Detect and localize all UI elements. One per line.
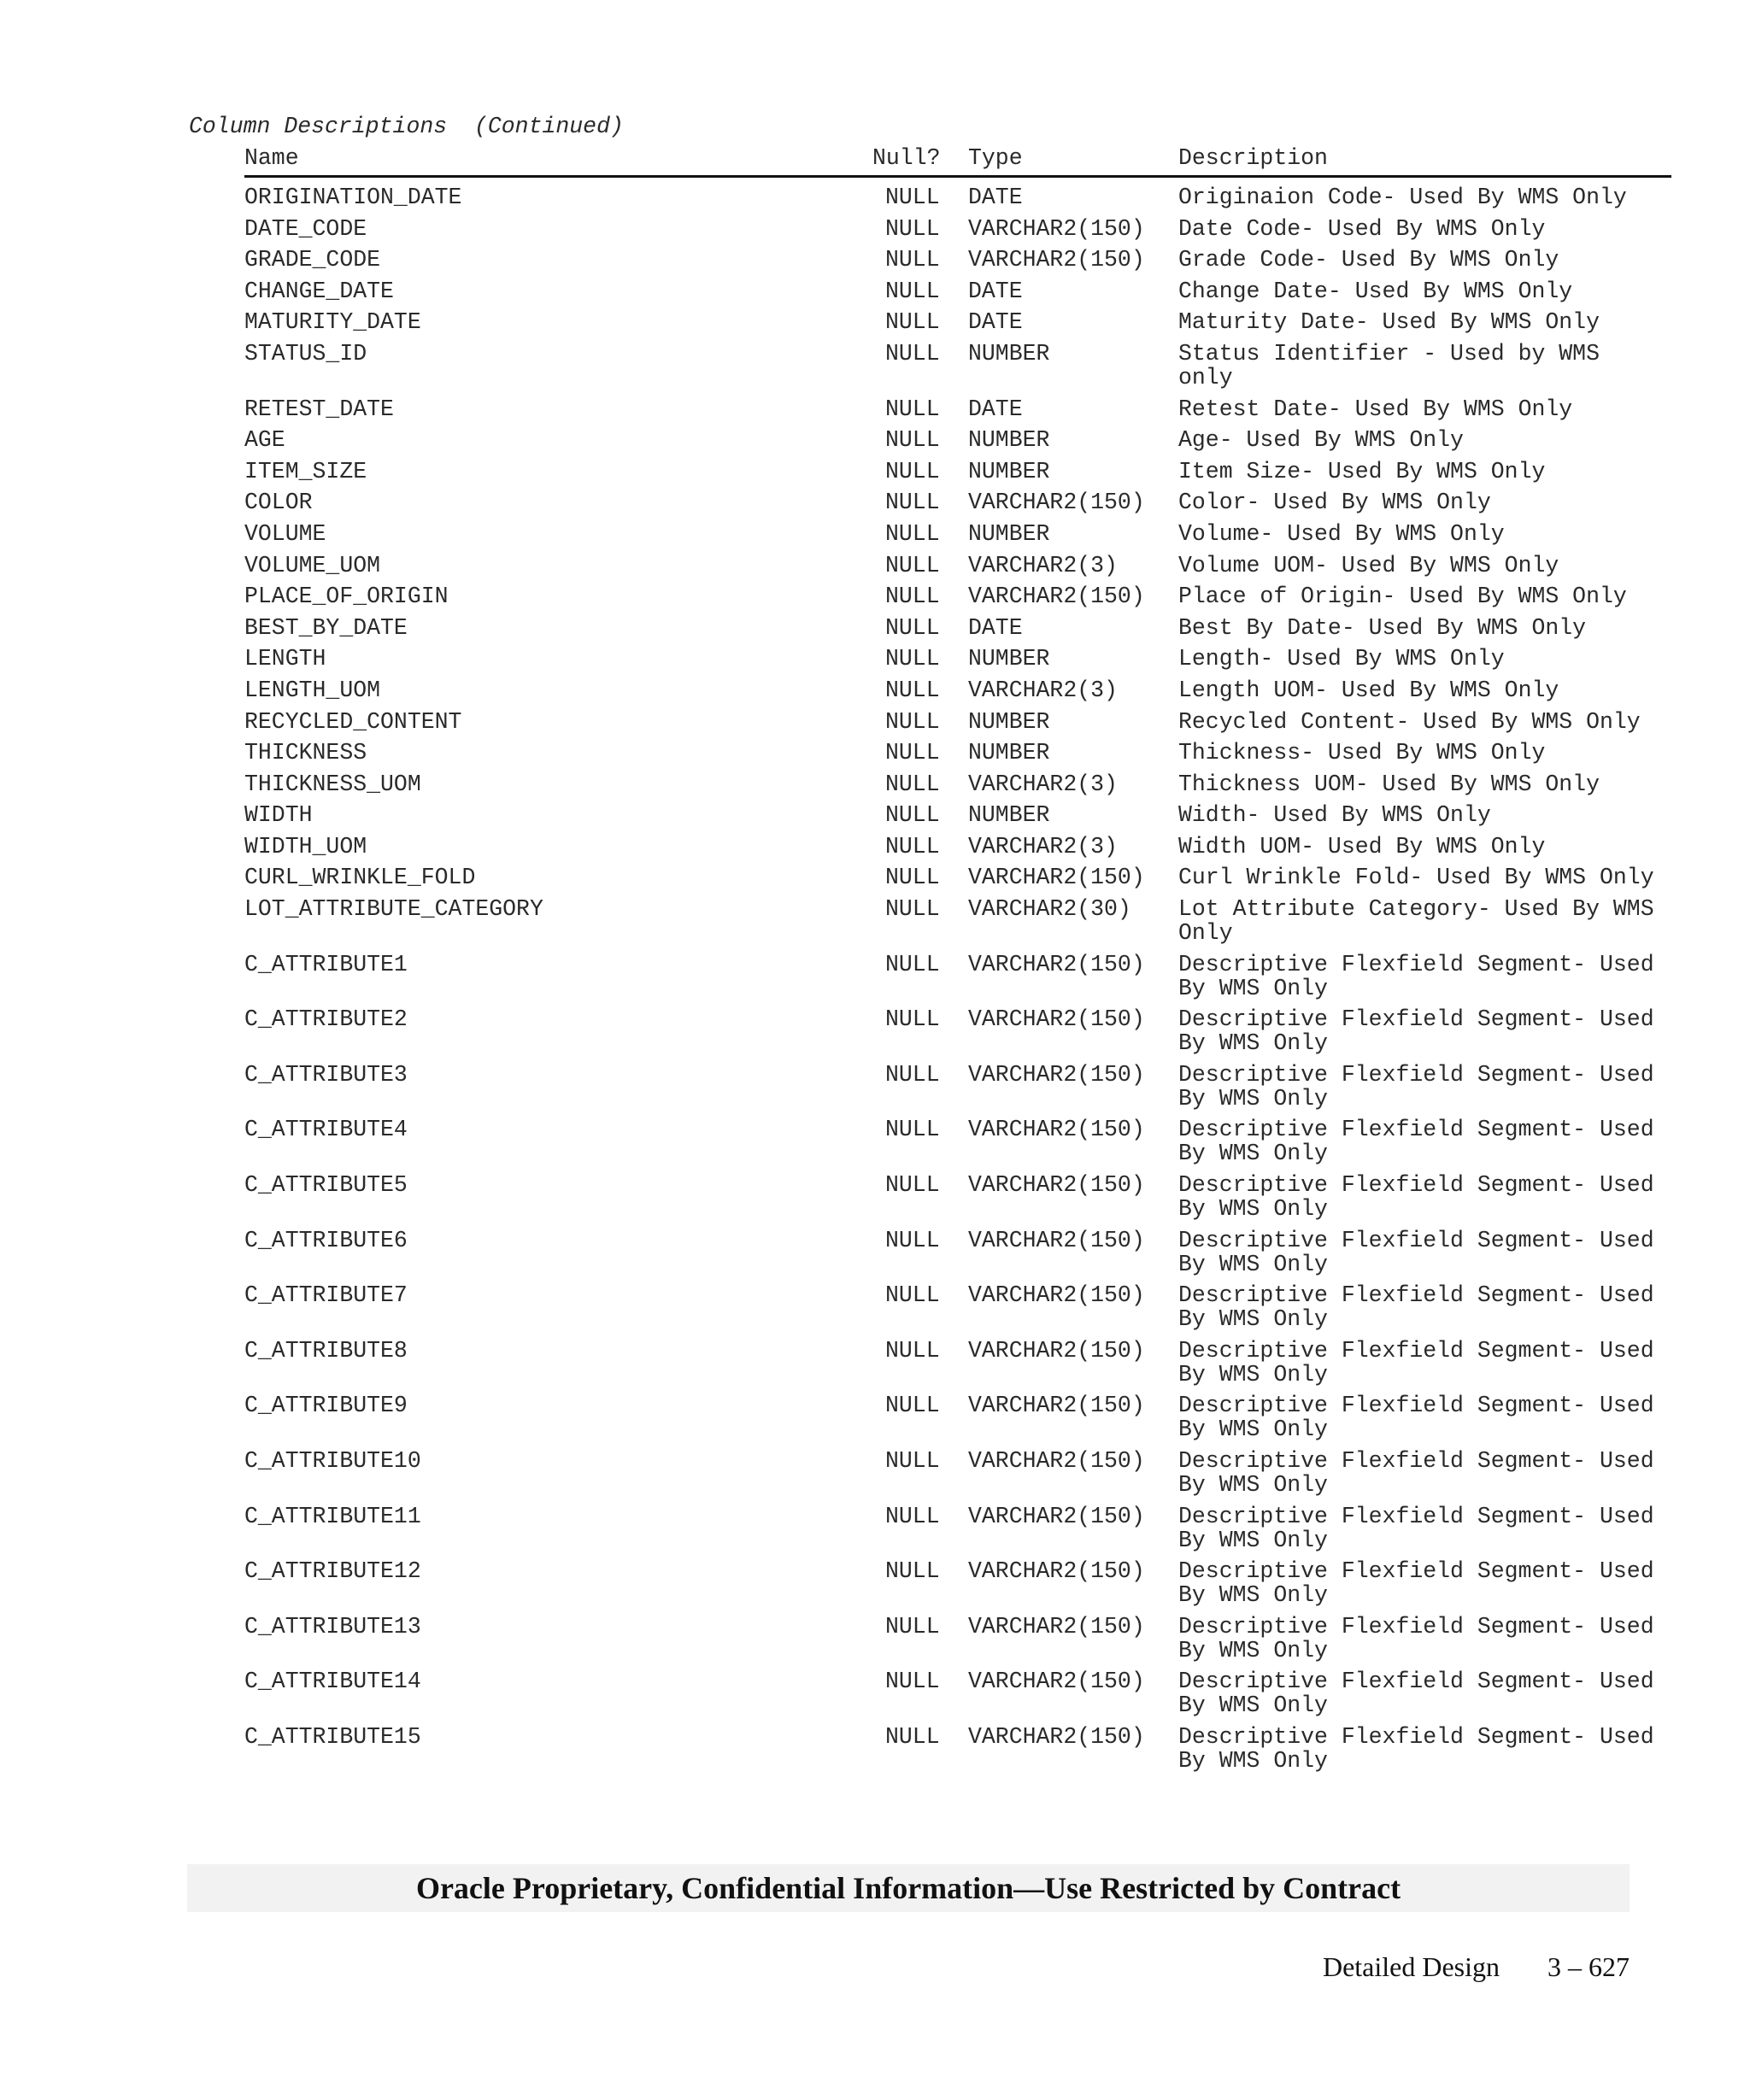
table-row — [244, 1669, 1671, 1717]
column-name-cell: GRADE_CODE — [244, 247, 381, 273]
type-cell: VARCHAR2(150) — [968, 1669, 1145, 1695]
null-cell: NULL — [885, 247, 940, 273]
table-row — [244, 522, 1671, 546]
column-name-cell: C_ATTRIBUTE8 — [244, 1337, 408, 1364]
null-cell: NULL — [885, 614, 940, 641]
column-name-cell: C_ATTRIBUTE7 — [244, 1282, 408, 1309]
column-name-cell: PLACE_OF_ORIGIN — [244, 584, 449, 610]
column-header-name: Name — [244, 145, 299, 171]
null-cell: NULL — [885, 646, 940, 672]
null-cell: NULL — [885, 708, 940, 735]
footer-section: Detailed Design — [1322, 1951, 1500, 1982]
description-cell: Lot Attribute Category- Used By WMS Only — [1178, 896, 1654, 947]
column-name-cell: CURL_WRINKLE_FOLD — [244, 865, 476, 891]
column-name-cell: C_ATTRIBUTE1 — [244, 951, 408, 977]
column-name-cell: LENGTH_UOM — [244, 677, 381, 703]
description-cell: Descriptive Flexfield Segment- Used By WMS Only — [1178, 1393, 1654, 1443]
table-row — [244, 772, 1671, 796]
column-name-cell: C_ATTRIBUTE11 — [244, 1503, 421, 1529]
table-row — [244, 490, 1671, 514]
null-cell: NULL — [885, 396, 940, 422]
table-row — [244, 647, 1671, 671]
type-cell: VARCHAR2(150) — [968, 215, 1145, 242]
table-row — [244, 1559, 1671, 1607]
table-row — [244, 897, 1671, 945]
table-row — [244, 279, 1671, 303]
type-cell: VARCHAR2(150) — [968, 1337, 1145, 1364]
column-name-cell: LOT_ATTRIBUTE_CATEGORY — [244, 896, 543, 923]
column-name-cell: WIDTH — [244, 802, 313, 829]
type-cell: NUMBER — [968, 458, 1050, 484]
type-cell: VARCHAR2(150) — [968, 1613, 1145, 1640]
description-cell: Descriptive Flexfield Segment- Used By WMS Only — [1178, 1061, 1654, 1112]
column-name-cell: COLOR — [244, 490, 313, 516]
column-name-cell: RETEST_DATE — [244, 396, 394, 422]
table-row — [244, 1229, 1671, 1276]
table-row — [244, 1173, 1671, 1221]
table-row — [244, 217, 1671, 241]
column-name-cell: VOLUME — [244, 520, 326, 547]
column-name-cell: C_ATTRIBUTE15 — [244, 1723, 421, 1750]
table-row — [244, 1283, 1671, 1331]
column-name-cell: C_ATTRIBUTE3 — [244, 1061, 408, 1088]
description-cell: Recycled Content- Used By WMS Only — [1178, 708, 1641, 735]
null-cell: NULL — [885, 1337, 940, 1364]
null-cell: NULL — [885, 951, 940, 977]
null-cell: NULL — [885, 1061, 940, 1088]
table-row — [244, 185, 1671, 209]
description-cell: Descriptive Flexfield Segment- Used By WMS Only — [1178, 1337, 1654, 1387]
table-row — [244, 1339, 1671, 1387]
null-cell: NULL — [885, 185, 940, 210]
type-cell: VARCHAR2(150) — [968, 951, 1145, 977]
description-cell: Descriptive Flexfield Segment- Used By WMS Only — [1178, 951, 1654, 1001]
table-row — [244, 1117, 1671, 1165]
table-row — [244, 835, 1671, 859]
description-cell: Grade Code- Used By WMS Only — [1178, 247, 1559, 273]
type-cell: VARCHAR2(3) — [968, 677, 1118, 703]
table-row — [244, 953, 1671, 1000]
null-cell: NULL — [885, 215, 940, 242]
type-cell: NUMBER — [968, 708, 1050, 735]
column-name-cell: C_ATTRIBUTE10 — [244, 1448, 421, 1474]
description-cell: Descriptive Flexfield Segment- Used By WMS Only — [1178, 1172, 1654, 1223]
description-cell: Width- Used By WMS Only — [1178, 802, 1491, 829]
type-cell: VARCHAR2(150) — [968, 1503, 1145, 1529]
description-cell: Width UOM- Used By WMS Only — [1178, 833, 1546, 859]
column-name-cell: RECYCLED_CONTENT — [244, 708, 462, 735]
type-cell: DATE — [968, 278, 1023, 304]
type-cell: VARCHAR2(150) — [968, 584, 1145, 610]
column-name-cell: ORIGINATION_DATE — [244, 185, 462, 210]
table-row — [244, 1505, 1671, 1552]
type-cell: VARCHAR2(150) — [968, 1061, 1145, 1088]
description-cell: Originaion Code- Used By WMS Only — [1178, 185, 1627, 210]
table-row — [244, 428, 1671, 452]
description-cell: Item Size- Used By WMS Only — [1178, 458, 1546, 484]
table-row — [244, 554, 1671, 578]
type-cell: NUMBER — [968, 427, 1050, 454]
type-cell: VARCHAR2(150) — [968, 1393, 1145, 1419]
null-cell: NULL — [885, 1227, 940, 1253]
description-cell: Maturity Date- Used By WMS Only — [1178, 309, 1600, 336]
description-cell: Length UOM- Used By WMS Only — [1178, 677, 1559, 703]
column-name-cell: C_ATTRIBUTE4 — [244, 1117, 408, 1143]
column-name-cell: C_ATTRIBUTE6 — [244, 1227, 408, 1253]
table-row — [244, 1449, 1671, 1497]
table-row — [244, 1007, 1671, 1055]
type-cell: VARCHAR2(150) — [968, 1448, 1145, 1474]
type-cell: VARCHAR2(150) — [968, 1006, 1145, 1033]
description-cell: Place of Origin- Used By WMS Only — [1178, 584, 1627, 610]
column-name-cell: C_ATTRIBUTE5 — [244, 1172, 408, 1199]
description-cell: Thickness UOM- Used By WMS Only — [1178, 771, 1600, 797]
null-cell: NULL — [885, 584, 940, 610]
type-cell: VARCHAR2(150) — [968, 490, 1145, 516]
null-cell: NULL — [885, 427, 940, 454]
description-cell: Retest Date- Used By WMS Only — [1178, 396, 1573, 422]
type-cell: NUMBER — [968, 340, 1050, 367]
description-cell: Volume UOM- Used By WMS Only — [1178, 552, 1559, 578]
column-name-cell: WIDTH_UOM — [244, 833, 367, 859]
type-cell: DATE — [968, 614, 1023, 641]
type-cell: VARCHAR2(30) — [968, 896, 1131, 923]
null-cell: NULL — [885, 1448, 940, 1474]
null-cell: NULL — [885, 865, 940, 891]
table-row — [244, 678, 1671, 702]
column-name-cell: C_ATTRIBUTE9 — [244, 1393, 408, 1419]
description-cell: Curl Wrinkle Fold- Used By WMS Only — [1178, 865, 1654, 891]
description-cell: Descriptive Flexfield Segment- Used By WMS Only — [1178, 1117, 1654, 1167]
description-cell: Descriptive Flexfield Segment- Used By WMS Only — [1178, 1006, 1654, 1057]
null-cell: NULL — [885, 833, 940, 859]
type-cell: NUMBER — [968, 740, 1050, 766]
column-header-description: Description — [1178, 145, 1328, 171]
description-cell: Descriptive Flexfield Segment- Used By WMS Only — [1178, 1448, 1654, 1498]
type-cell: VARCHAR2(150) — [968, 1117, 1145, 1143]
table-row — [244, 741, 1671, 765]
description-cell: Length- Used By WMS Only — [1178, 646, 1505, 672]
null-cell: NULL — [885, 740, 940, 766]
null-cell: NULL — [885, 771, 940, 797]
null-cell: NULL — [885, 1669, 940, 1695]
description-cell: Age- Used By WMS Only — [1178, 427, 1464, 454]
type-cell: VARCHAR2(3) — [968, 771, 1118, 797]
description-cell: Descriptive Flexfield Segment- Used By WMS Only — [1178, 1613, 1654, 1663]
null-cell: NULL — [885, 1006, 940, 1033]
column-name-cell: C_ATTRIBUTE12 — [244, 1558, 421, 1585]
column-name-cell: MATURITY_DATE — [244, 309, 421, 336]
description-cell: Color- Used By WMS Only — [1178, 490, 1491, 516]
description-cell: Change Date- Used By WMS Only — [1178, 278, 1573, 304]
type-cell: NUMBER — [968, 802, 1050, 829]
description-cell: Descriptive Flexfield Segment- Used By WMS Only — [1178, 1669, 1654, 1719]
type-cell: VARCHAR2(150) — [968, 247, 1145, 273]
null-cell: NULL — [885, 1723, 940, 1750]
table-row — [244, 710, 1671, 734]
table-row — [244, 1615, 1671, 1663]
type-cell: DATE — [968, 309, 1023, 336]
type-cell: VARCHAR2(150) — [968, 865, 1145, 891]
description-cell: Descriptive Flexfield Segment- Used By WMS Only — [1178, 1558, 1654, 1609]
column-name-cell: LENGTH — [244, 646, 326, 672]
null-cell: NULL — [885, 677, 940, 703]
null-cell: NULL — [885, 1613, 940, 1640]
column-header-type: Type — [968, 145, 1023, 171]
null-cell: NULL — [885, 552, 940, 578]
column-name-cell: DATE_CODE — [244, 215, 367, 242]
type-cell: VARCHAR2(150) — [968, 1723, 1145, 1750]
column-name-cell: C_ATTRIBUTE14 — [244, 1669, 421, 1695]
table-row — [244, 616, 1671, 640]
column-name-cell: ITEM_SIZE — [244, 458, 367, 484]
table-row — [244, 342, 1671, 390]
type-cell: VARCHAR2(150) — [968, 1282, 1145, 1309]
column-name-cell: C_ATTRIBUTE2 — [244, 1006, 408, 1033]
type-cell: VARCHAR2(150) — [968, 1172, 1145, 1199]
null-cell: NULL — [885, 1117, 940, 1143]
column-table-body — [244, 185, 1671, 1780]
description-cell: Descriptive Flexfield Segment- Used By WMS Only — [1178, 1282, 1654, 1333]
table-header — [244, 146, 1671, 178]
type-cell: VARCHAR2(3) — [968, 833, 1118, 859]
type-cell: NUMBER — [968, 646, 1050, 672]
null-cell: NULL — [885, 520, 940, 547]
description-cell: Status Identifier - Used by WMS only — [1178, 340, 1600, 390]
null-cell: NULL — [885, 278, 940, 304]
type-cell: DATE — [968, 185, 1023, 210]
description-cell: Date Code- Used By WMS Only — [1178, 215, 1546, 242]
null-cell: NULL — [885, 1503, 940, 1529]
description-cell: Thickness- Used By WMS Only — [1178, 740, 1546, 766]
table-row — [244, 865, 1671, 889]
type-cell: NUMBER — [968, 520, 1050, 547]
null-cell: NULL — [885, 1172, 940, 1199]
type-cell: VARCHAR2(3) — [968, 552, 1118, 578]
column-name-cell: BEST_BY_DATE — [244, 614, 408, 641]
null-cell: NULL — [885, 896, 940, 923]
column-name-cell: AGE — [244, 427, 285, 454]
type-cell: VARCHAR2(150) — [968, 1558, 1145, 1585]
description-cell: Descriptive Flexfield Segment- Used By WMS Only — [1178, 1227, 1654, 1277]
null-cell: NULL — [885, 490, 940, 516]
table-row — [244, 460, 1671, 484]
description-cell: Descriptive Flexfield Segment- Used By WMS Only — [1178, 1503, 1654, 1553]
null-cell: NULL — [885, 340, 940, 367]
column-header-null: Null? — [872, 145, 941, 171]
column-name-cell: VOLUME_UOM — [244, 552, 381, 578]
table-row — [244, 397, 1671, 421]
null-cell: NULL — [885, 309, 940, 336]
confidentiality-banner: Oracle Proprietary, Confidential Information––Use Restricted by Contract — [187, 1864, 1630, 1912]
table-row — [244, 248, 1671, 272]
column-name-cell: C_ATTRIBUTE13 — [244, 1613, 421, 1640]
description-cell: Descriptive Flexfield Segment- Used By WMS Only — [1178, 1723, 1654, 1774]
page-number: 3 – 627 — [1547, 1951, 1630, 1982]
null-cell: NULL — [885, 458, 940, 484]
column-name-cell: CHANGE_DATE — [244, 278, 394, 304]
column-name-cell: THICKNESS_UOM — [244, 771, 421, 797]
table-row — [244, 1725, 1671, 1773]
type-cell: DATE — [968, 396, 1023, 422]
table-row — [244, 1063, 1671, 1111]
null-cell: NULL — [885, 1558, 940, 1585]
description-cell: Volume- Used By WMS Only — [1178, 520, 1505, 547]
section-title: Column Descriptions (Continued) — [189, 114, 624, 139]
column-name-cell: THICKNESS — [244, 740, 367, 766]
table-row — [244, 310, 1671, 334]
null-cell: NULL — [885, 1393, 940, 1419]
page-footer — [1323, 1951, 1630, 1983]
null-cell: NULL — [885, 802, 940, 829]
type-cell: VARCHAR2(150) — [968, 1227, 1145, 1253]
null-cell: NULL — [885, 1282, 940, 1309]
table-row — [244, 803, 1671, 827]
table-row — [244, 584, 1671, 608]
description-cell: Best By Date- Used By WMS Only — [1178, 614, 1587, 641]
column-name-cell: STATUS_ID — [244, 340, 367, 367]
table-row — [244, 1393, 1671, 1441]
